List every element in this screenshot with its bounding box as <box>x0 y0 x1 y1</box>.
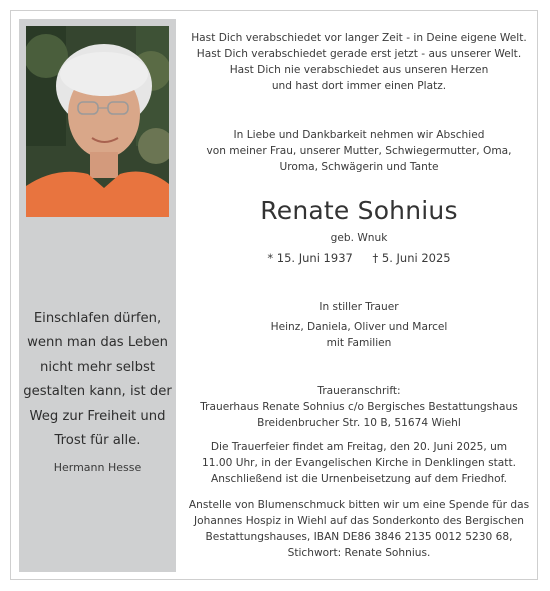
maiden-name-text: geb. Wnuk <box>330 232 388 244</box>
poem-line: Hast Dich verabschiedet gerade erst jetzt - aus unserer Welt. <box>196 48 522 60</box>
farewell-text <box>184 127 534 175</box>
quote-author: Hermann Hesse <box>53 461 142 474</box>
quote-line: Einschlafen dürfen, <box>33 311 162 326</box>
ceremony-info <box>184 439 534 487</box>
ceremony-line: Anschließend ist die Urnenbeisetzung auf dem Friedhof. <box>211 473 507 485</box>
quote-text <box>22 307 173 453</box>
donation-line: Anstelle von Blumenschmuck bitten wir um eine Spende für das <box>188 499 530 511</box>
poem-line: und hast dort immer einen Platz. <box>271 80 447 92</box>
poem <box>184 30 534 94</box>
mourners-heading: In stiller Trauer <box>319 301 399 313</box>
address-line: Trauerhaus Renate Sohnius c/o Bergisches Bestattungshaus <box>200 401 518 413</box>
donation-line: Bestattungshauses, IBAN DE86 3846 2135 0012 5230 68, <box>205 531 513 543</box>
mourners-line: mit Familien <box>326 337 392 349</box>
birth-date: * 15. Juni 1937 <box>267 251 353 265</box>
quote-line: nicht mehr selbst <box>40 359 155 375</box>
poem-line: Hast Dich nie verabschiedet aus unseren Herzen <box>229 64 489 76</box>
address-label: Traueranschrift: <box>317 385 401 397</box>
mourning-address <box>184 383 534 431</box>
mourners-line: Heinz, Daniela, Oliver und Marcel <box>270 321 448 333</box>
farewell-line: von meiner Frau, unserer Mutter, Schwiegermutter, Oma, <box>206 145 512 157</box>
poem-line: Hast Dich verabschiedet vor langer Zeit - in Deine eigene Welt. <box>191 32 527 44</box>
farewell-line: In Liebe und Dankbarkeit nehmen wir Abschied <box>233 129 485 141</box>
donation-line: Stichwort: Renate Sohnius. <box>287 547 431 559</box>
ceremony-line: 11.00 Uhr, in der Evangelischen Kirche in Denklingen statt. <box>202 457 516 469</box>
portrait-photo <box>26 26 169 217</box>
farewell-line: Uroma, Schwägerin und Tante <box>279 161 439 173</box>
quote-line: wenn man das Leben <box>27 335 168 351</box>
quote-line: Weg zur Freiheit und <box>29 408 166 424</box>
mourners <box>184 299 534 351</box>
death-date: † 5. Juni 2025 <box>372 251 451 265</box>
maiden-name <box>184 230 534 246</box>
donation-info <box>184 497 534 561</box>
life-dates <box>184 250 534 266</box>
deceased-name: Renate Sohnius <box>260 196 458 225</box>
quote-line: Trost für alle. <box>54 433 141 449</box>
donation-line: Johannes Hospiz in Wiehl auf das Sonderkonto des Bergischen <box>194 515 524 527</box>
address-line: Breidenbrucher Str. 10 B, 51674 Wiehl <box>257 417 461 429</box>
portrait-image <box>26 26 169 217</box>
ceremony-line: Die Trauerfeier findet am Freitag, den 20. Juni 2025, um <box>210 441 508 453</box>
quote-line: gestalten kann, ist der <box>23 384 172 400</box>
